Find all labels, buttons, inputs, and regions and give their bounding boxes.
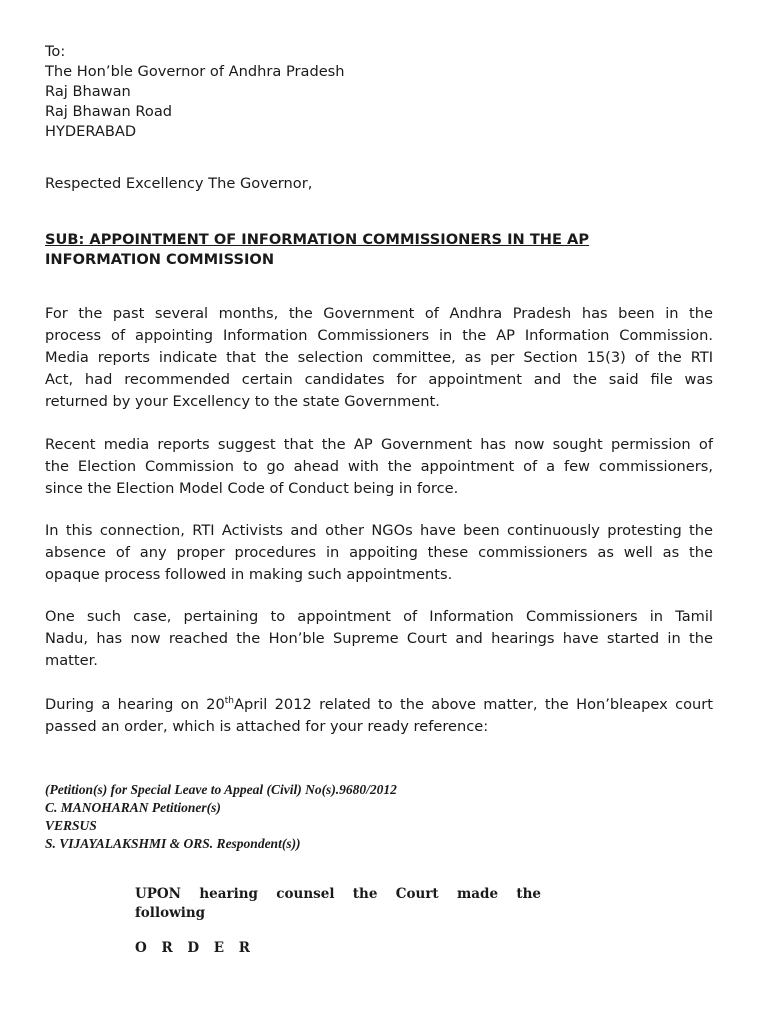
paragraph-line: the Election Commission to go ahead with the appointment of a few commissioners, — [45, 458, 713, 475]
case-line-4: S. VIJAYALAKSHMI & ORS. Respondent(s)) — [45, 836, 301, 851]
order-preamble — [135, 885, 541, 923]
paragraph-line: absence of any proper procedures in appoiting these commissioners as well as the — [45, 544, 713, 561]
ordinal-suffix: th — [224, 696, 234, 707]
paragraph-line — [45, 694, 713, 716]
salutation: Respected Excellency The Governor, — [45, 175, 313, 192]
paragraph-line: Recent media reports suggest that the AP Government has now sought permission of — [45, 436, 713, 453]
paragraph-4 — [45, 606, 713, 672]
case-line-2: C. MANOHARAN Petitioner(s) — [45, 800, 221, 815]
hearing-date-pre: During a hearing on 20 — [45, 696, 225, 713]
paragraph-2 — [45, 434, 713, 500]
paragraph-3 — [45, 520, 713, 586]
address-line-1: The Hon’ble Governor of Andhra Pradesh — [45, 63, 345, 80]
paragraph-line: For the past several months, the Government of Andhra Pradesh has been in the — [45, 305, 713, 322]
paragraph-line: One such case, pertaining to appointment of Information Commissioners in Tamil — [45, 608, 713, 625]
address-line-4: HYDERABAD — [45, 123, 137, 140]
recipient-address — [45, 42, 345, 142]
order-line-1: UPON hearing counsel the Court made the — [135, 886, 541, 902]
subject-line-1: SUB: APPOINTMENT OF INFORMATION COMMISSIONERS IN THE AP — [45, 231, 590, 248]
order-title: O R D E R — [135, 940, 255, 956]
order-line-2: following — [135, 905, 206, 921]
paragraph-line: matter. — [45, 652, 98, 669]
address-line-2: Raj Bhawan — [45, 83, 131, 100]
case-line-1: (Petition(s) for Special Leave to Appeal (Civil) No(s).9680/2012 — [45, 782, 397, 797]
paragraph-5 — [45, 694, 713, 738]
paragraph-line: Act, had recommended certain candidates for appointment and the said file was — [45, 371, 713, 388]
case-line-3: VERSUS — [45, 818, 97, 833]
paragraph-line: returned by your Excellency to the state Government. — [45, 393, 440, 410]
paragraph-1 — [45, 303, 713, 413]
subject-heading — [45, 230, 685, 270]
paragraph-line: process of appointing Information Commissioners in the AP Information Commission. — [45, 327, 713, 344]
hearing-date-post: April 2012 related to the above matter, the Hon’bleapex court — [233, 696, 713, 713]
case-citation — [45, 781, 397, 853]
paragraph-line: since the Election Model Code of Conduct being in force. — [45, 480, 459, 497]
paragraph-line: Nadu, has now reached the Hon’ble Supreme Court and hearings have started in the — [45, 630, 713, 647]
paragraph-line: In this connection, RTI Activists and other NGOs have been continuously protesting the — [45, 522, 713, 539]
paragraph-line: passed an order, which is attached for your ready reference: — [45, 718, 489, 735]
paragraph-line: opaque process followed in making such appointments. — [45, 566, 453, 583]
address-to: To: — [45, 43, 66, 60]
subject-line-2: INFORMATION COMMISSION — [45, 251, 275, 268]
paragraph-line: Media reports indicate that the selection committee, as per Section 15(3) of the RTI — [45, 349, 713, 366]
address-line-3: Raj Bhawan Road — [45, 103, 173, 120]
